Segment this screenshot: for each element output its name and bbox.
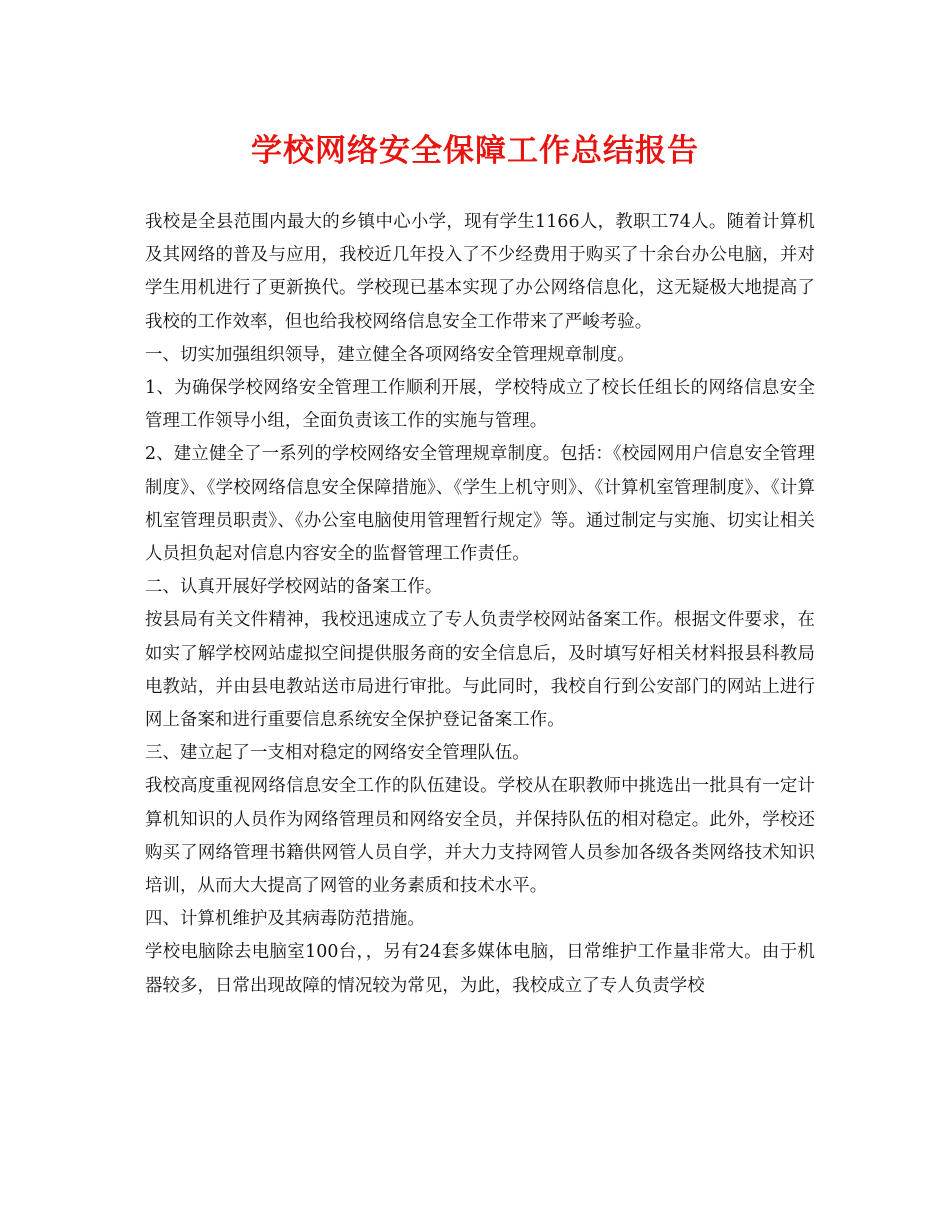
- section-heading-3: 三、建立起了一支相对稳定的网络安全管理队伍。: [145, 743, 530, 764]
- document-body: [145, 206, 815, 1003]
- paragraph-4: 学校电脑除去电脑室100台，，另有24套多媒体电脑，日常维护工作量非常大。由于机器较多，日常出现故障的情况较为常见，为此，我校成立了专人负责学校: [145, 942, 815, 996]
- section-heading-4: 四、计算机维护及其病毒防范措施。: [145, 909, 425, 930]
- section-heading-1: 一、切实加强组织领导，建立健全各项网络安全管理规章制度。: [145, 344, 635, 365]
- paragraph-1-2: 2、建立健全了一系列的学校网络安全管理规章制度。包括：《校园网用户信息安全管理制度》、《学校网络信息安全保障措施》、《学生上机守则》、《计算机室管理制度》、《计算机室管理员职责》、《办公室电脑使用管理暂行规定》等。通过制定与实施、切实让相关人员担负起对信息内容安全的监督管理工作责任。: [145, 444, 815, 565]
- document-title: 学校网络安全保障工作总结报告: [251, 133, 699, 169]
- paragraph-3: 我校高度重视网络信息安全工作的队伍建设。学校从在职教师中挑选出一批具有一定计算机知识的人员作为网络管理员和网络安全员，并保持队伍的相对稳定。此外，学校还购买了网络管理书籍供网管人员自学，并大力支持网管人员参加各级各类网络技术知识培训，从而大大提高了网管的业务素质和技术水平。: [145, 776, 815, 897]
- paragraph-2: 按县局有关文件精神，我校迅速成立了专人负责学校网站备案工作。根据文件要求，在如实了解学校网站虚拟空间提供服务商的安全信息后，及时填写好相关材料报县科教局电教站，并由县电教站送市局进行审批。与此同时，我校自行到公安部门的网站上进行网上备案和进行重要信息系统安全保护登记备案工作。: [145, 610, 815, 731]
- paragraph-intro: 我校是全县范围内最大的乡镇中心小学，现有学生1166人，教职工74人。随着计算机及其网络的普及与应用，我校近几年投入了不少经费用于购买了十余台办公电脑，并对学生用机进行了更新换代。学校现已基本实现了办公网络信息化，这无疑极大地提高了我校的工作效率，但也给我校网络信息安全工作带来了严峻考验。: [145, 212, 815, 332]
- paragraph-1-1: 1、为确保学校网络安全管理工作顺利开展，学校特成立了校长任组长的网络信息安全管理工作领导小组，全面负责该工作的实施与管理。: [145, 378, 815, 432]
- section-heading-2: 二、认真开展好学校网站的备案工作。: [145, 577, 443, 598]
